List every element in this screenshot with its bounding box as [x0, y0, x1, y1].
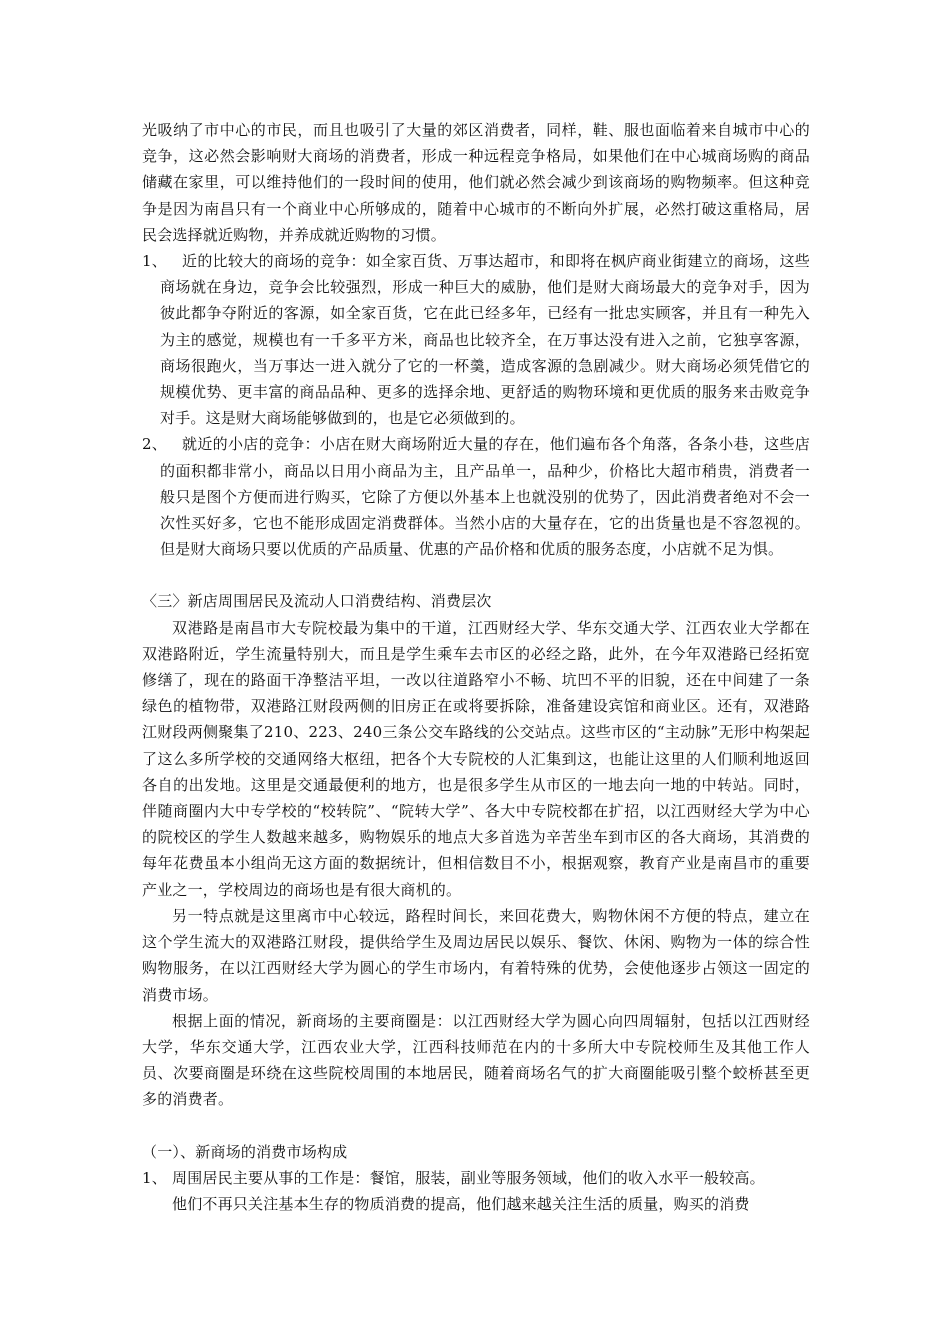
list-item-text: 近的比较大的商场的竞争：如全家百货、万事达超市，和即将在枫庐商业街建立的商场，这些商场就在身边，竞争会比较强烈，形成一种巨大的威胁，他们是财大商场最大的竞争对手，因为彼此都争夺附近的客源，如全家百货，它在此已经多年，已经有一批忠实顾客，并且有一种先入为主的感觉，规模也有一千多平方米，商品也比较齐全，在万事达没有进入之前，它独享客源，商场很跑火，当万事达一进入就分了它的一杯羹，造成客源的急剧减少。财大商场必须凭借它的规模优势、更丰富的商品品种、更多的选择余地、更舒适的购物环境和更优质的服务来击败竞争对手。这是财大商场能够做到的，也是它必须做到的。 — [160, 252, 810, 428]
list-number: 1、 — [142, 1168, 167, 1187]
list-item-2 — [142, 431, 810, 562]
paragraph-intro: 光吸纳了市中心的市民，而且也吸引了大量的郊区消费者，同样，鞋、服也面临着来自城市中心的竞争，这必然会影响财大商场的消费者，形成一种远程竞争格局，如果他们在中心城商场购的商品储藏在家里，可以维持他们的一段时间的使用，他们就必然会减少到该商场的购物频率。但这种竞争是因为南昌只有一个商业中心所够成的，随着中心城市的不断向外扩展，必然打破这重格局，居民会选择就近购物，并养成就近购物的习惯。 — [142, 121, 810, 244]
paragraph-a: 双港路是南昌市大专院校最为集中的干道，江西财经大学、华东交通大学、江西农业大学都在双港路附近，学生流量特别大，而且是学生乘车去市区的必经之路，此外，在今年双港路已经拓宽修缮了，现在的路面干净整洁平坦，一改以往道路窄小不畅、坑凹不平的旧貌，还在中间建了一条绿色的植物带，双港路江财段两侧的旧房正在或将要拆除，准备建设宾馆和商业区。还有，双港路江财段两侧聚集了210、223、240三条公交车路线的公交站点。这些市区的“主动脉”无形中构架起了这么多所学校的交通网络大枢纽，把各个大专院校的人汇集到这，也能让这里的人们顺利地返回各自的出发地。这里是交通最便利的地方，也是很多学生从市区的一地去向一地的中转站。同时，伴随商圈内大中专学校的“校转院”、“院转大学”、各大中专院校都在扩招，以江西财经大学为中心的院校区的学生人数越来越多，购物娱乐的地点大多首选为辛苦坐车到市区的各大商场，其消费的每年花费虽本小组尚无这方面的数据统计，但相信数目不小，根据观察，教育产业是南昌市的重要产业之一，学校周边的商场也是有很大商机的。 — [142, 618, 810, 899]
list-item-1 — [142, 248, 810, 431]
list-number: 2、 — [142, 435, 167, 454]
document-page — [142, 117, 810, 1217]
section-heading-3: 〈三〉新店周围居民及流动人口消费结构、消费层次 — [142, 592, 492, 611]
list-item-3 — [142, 1165, 810, 1191]
list-number: 1、 — [142, 252, 167, 271]
list-item-text: 就近的小店的竞争：小店在财大商场附近大量的存在，他们遍布各个角落，各条小巷，这些店的面积都非常小，商品以日用小商品为主，且产品单一，品种少，价格比大超市稍贵，消费者一般只是图个方便而进行购买，它除了方便以外基本上也就没别的优势了，因此消费者绝对不会一次性买好多，它也不能形成固定消费群体。当然小店的大量存在，它的出货量也是不容忽视的。但是财大商场只要以优质的产品质量、优惠的产品价格和优质的服务态度，小店就不足为惧。 — [160, 435, 810, 559]
paragraph-b: 另一特点就是这里离市中心较远，路程时间长，来回花费大，购物休闲不方便的特点，建立在这个学生流大的双港路江财段，提供给学生及周边居民以娱乐、餐饮、休闲、购物为一体的综合性购物服务，在以江西财经大学为圆心的学生市场内，有着特殊的优势，会使他逐步占领这一固定的消费市场。 — [142, 906, 810, 1004]
paragraph-d: 他们不再只关注基本生存的物质消费的提高，他们越来越关注生活的质量，购买的消费 — [172, 1194, 750, 1213]
list-item-text: 周围居民主要从事的工作是：餐馆，服装，副业等服务领域，他们的收入水平一般较高。 — [172, 1168, 765, 1187]
paragraph-c: 根据上面的情况，新商场的主要商圈是：以江西财经大学为圆心向四周辐射，包括以江西财经大学，华东交通大学，江西农业大学，江西科技师范在内的十多所大中专院校师生及其他工作人员、次要商圈是环绕在这些院校周围的本地居民，随着商场名气的扩大商圈能吸引整个蛟桥甚至更多的消费者。 — [142, 1011, 810, 1109]
section-heading-1: （一）、新商场的消费市场构成 — [142, 1142, 348, 1161]
